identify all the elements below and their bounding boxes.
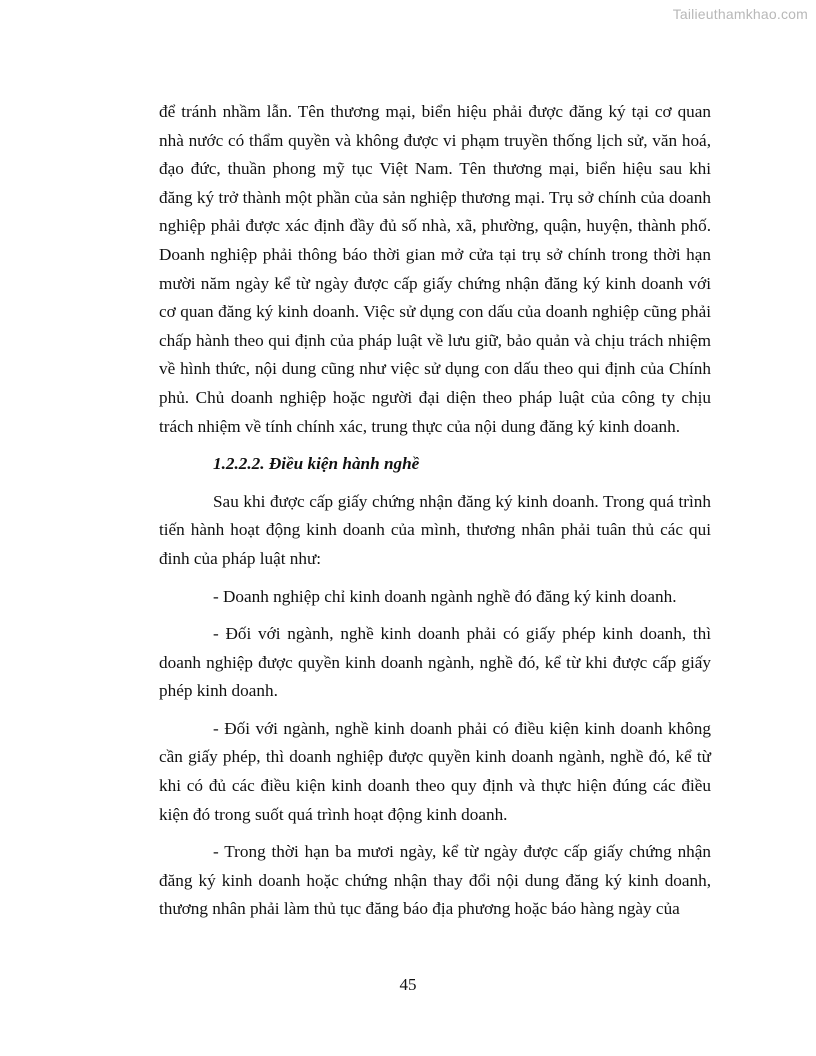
page-number: 45 <box>399 975 417 994</box>
watermark: Tailieuthamkhao.com <box>672 6 808 22</box>
list-item-1: - Doanh nghiệp chỉ kinh doanh ngành nghề đó đăng ký kinh doanh. <box>213 586 677 606</box>
paragraph-intro: Sau khi được cấp giấy chứng nhận đăng ký kinh doanh. Trong quá trình tiến hành hoạt động kinh doanh của mình, thương nhân phải tuân thủ các qui đinh của pháp luật như: <box>159 491 711 568</box>
section-heading: 1.2.2.2. Điều kiện hành nghề <box>213 454 420 474</box>
list-item-3: - Đối với ngành, nghề kinh doanh phải có điều kiện kinh doanh không cần giấy phép, thì doanh nghiệp được quyền kinh doanh ngành, nghề đó, kể từ khi có đủ các điều kiện kinh doanh theo quy định và thực hiện đúng các điều kiện đó trong suốt quá trình hoạt động kinh doanh. <box>159 718 711 824</box>
paragraph-continuation: để tránh nhầm lẫn. Tên thương mại, biển hiệu phải được đăng ký tại cơ quan nhà nước có thẩm quyền và không được vi phạm truyền thống lịch sử, văn hoá, đạo đức, thuần phong mỹ tục Việt Nam. Tên thương mại, biển hiệu sau khi đăng ký trở thành một phần của sản nghiệp thương mại. Trụ sở chính của doanh nghiệp phải được xác định đầy đủ số nhà, xã, phường, quận, huyện, thành phố. Doanh nghiệp phải thông báo thời gian mở cửa tại trụ sở chính trong thời hạn mười năm ngày kể từ ngày được cấp giấy chứng nhận đăng ký kinh doanh với cơ quan đăng ký kinh doanh. Việc sử dụng con dấu của doanh nghiệp cũng phải chấp hành theo qui định của pháp luật về lưu giữ, bảo quản và chịu trách nhiệm về hình thức, nội dung cũng như việc sử dụng con dấu theo qui định của Chính phủ. Chủ doanh nghiệp hoặc người đại diện theo pháp luật của công ty chịu trách nhiệm về tính chính xác, trung thực của nội dung đăng ký kinh doanh. <box>159 102 711 436</box>
list-item-4: - Trong thời hạn ba mươi ngày, kể từ ngày được cấp giấy chứng nhận đăng ký kinh doanh hoặc chứng nhận thay đổi nội dung đăng ký kinh doanh, thương nhân phải làm thủ tục đăng báo địa phương hoặc báo hàng ngày của <box>159 842 711 919</box>
list-item-2: - Đối với ngành, nghề kinh doanh phải có giấy phép kinh doanh, thì doanh nghiệp được quyền kinh doanh ngành, nghề đó, kể từ khi được cấp giấy phép kinh doanh. <box>159 624 711 701</box>
page-body <box>159 98 711 924</box>
